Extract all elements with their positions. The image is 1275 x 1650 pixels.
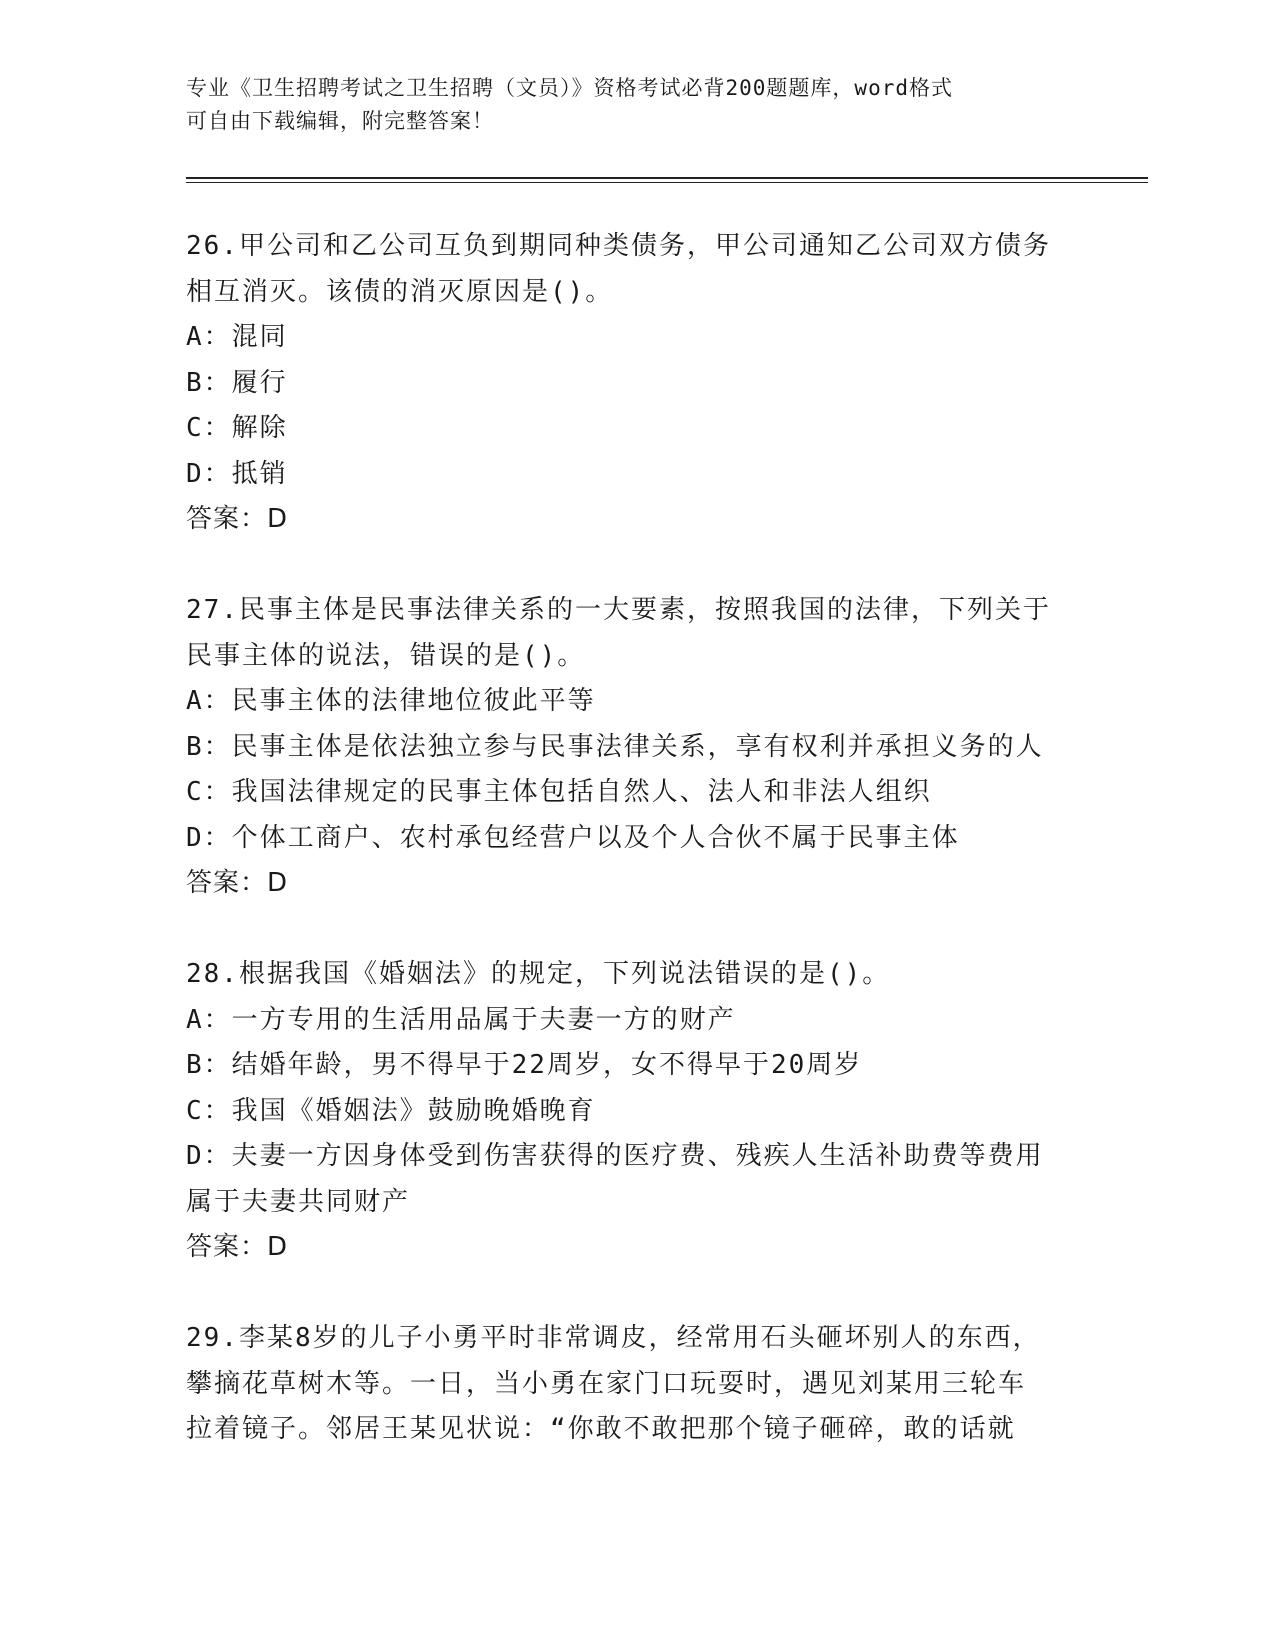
option-a: A：混同: [186, 322, 288, 352]
question-stem-line: 相互消灭。该债的消灭原因是()。: [186, 276, 614, 307]
option-a: A：一方专用的生活用品属于夫妻一方的财产: [186, 1004, 736, 1035]
header-line-2: 可自由下载编辑，附完整答案！: [186, 109, 494, 133]
option-b: B：结婚年龄，男不得早于22周岁，女不得早于20周岁: [186, 1050, 863, 1080]
option-b: B：履行: [186, 367, 288, 398]
question-stem-line: 27.民事主体是民事法律关系的一大要素，按照我国的法律，下列关于: [186, 595, 1051, 625]
option-d-continued: 属于夫妻共同财产: [186, 1186, 411, 1217]
option-b: B：民事主体是依法独立参与民事法律关系，享有权利并承担义务的人: [186, 731, 1044, 762]
question-stem-line: 29.李某8岁的儿子小勇平时非常调皮，经常用石头砸坏别人的东西，: [186, 1323, 1041, 1353]
question-29: [186, 1316, 1086, 1453]
question-stem-line: 攀摘花草树木等。一日，当小勇在家门口玩耍时，遇见刘某用三轮车: [186, 1368, 1027, 1399]
answer-label: 答案：D: [186, 1232, 289, 1262]
option-a: A：民事主体的法律地位彼此平等: [186, 686, 596, 716]
header-line-1: 专业《卫生招聘考试之卫生招聘（文员）》资格考试必背200题题库，word格式: [186, 76, 953, 100]
option-c: C：我国《婚姻法》鼓励晚婚晚育: [186, 1095, 596, 1126]
option-d: D：抵销: [186, 458, 288, 489]
answer-label: 答案：D: [186, 504, 289, 534]
question-stem-line: 26.甲公司和乙公司互负到期同种类债务，甲公司通知乙公司双方债务: [186, 231, 1051, 261]
question-stem-line: 民事主体的说法，错误的是()。: [186, 640, 586, 671]
document-header: [186, 72, 1066, 138]
question-27: [186, 588, 1086, 907]
question-28: [186, 952, 1086, 1271]
option-d: D：夫妻一方因身体受到伤害获得的医疗费、残疾人生活补助费等费用: [186, 1141, 1044, 1171]
answer-label: 答案：D: [186, 868, 289, 898]
question-26: [186, 224, 1086, 543]
option-c: C：解除: [186, 413, 288, 443]
header-divider-thin: [186, 182, 1148, 183]
option-d: D：个体工商户、农村承包经营户以及个人合伙不属于民事主体: [186, 822, 960, 853]
question-stem-line: 28.根据我国《婚姻法》的规定，下列说法错误的是()。: [186, 959, 891, 989]
header-divider-thick: [186, 177, 1148, 179]
question-stem-line: 拉着镜子。邻居王某见状说：“你敢不敢把那个镜子砸碎，敢的话就: [186, 1414, 1016, 1444]
option-c: C：我国法律规定的民事主体包括自然人、法人和非法人组织: [186, 777, 932, 807]
